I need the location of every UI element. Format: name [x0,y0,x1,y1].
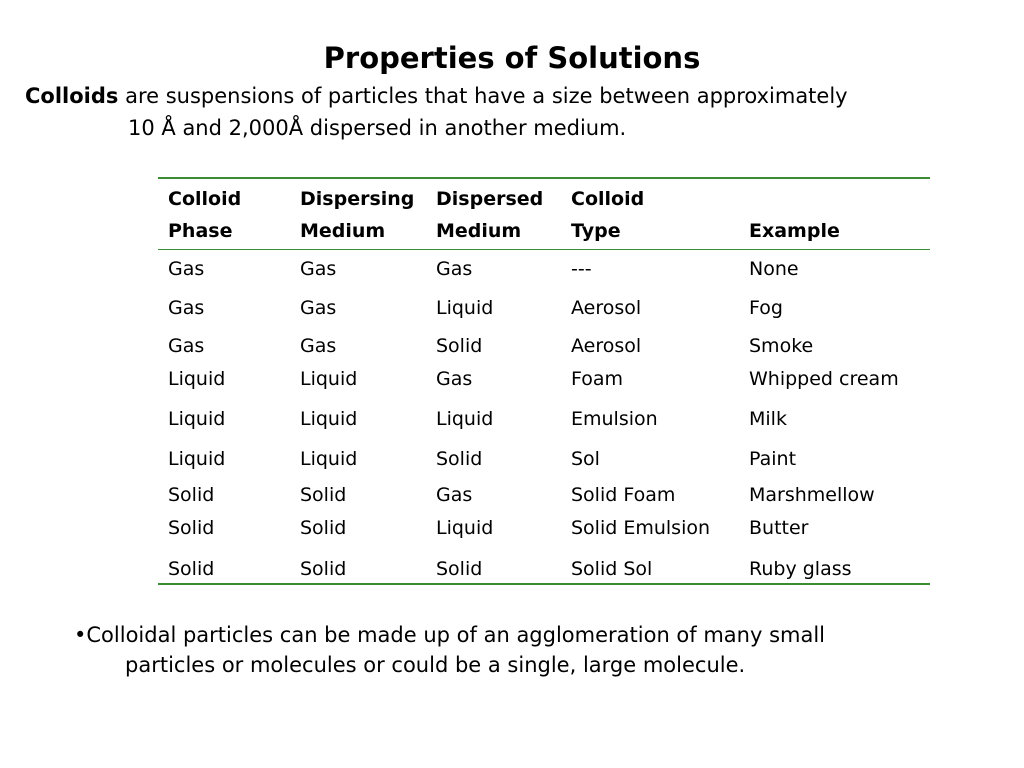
cell-dispersing-medium: Gas [300,258,337,280]
header-cell-line2: Example [749,220,840,242]
bullet-line1-text: Colloidal particles can be made up of an agglomeration of many small [86,623,826,647]
cell-example: Paint [749,448,797,470]
cell-colloid-phase: Gas [168,335,205,357]
cell-example: Butter [749,517,809,539]
cell-dispersed-medium: Liquid [436,408,494,430]
header-cell-line1 [749,183,840,215]
header-cell-line1: Dispersing [300,188,415,210]
cell-colloid-type: Aerosol [571,335,642,357]
cell-dispersing-medium: Liquid [300,408,358,430]
cell-example: Milk [749,408,787,430]
cell-dispersed-medium: Gas [436,258,473,280]
header-cell-line2: Phase [168,220,233,242]
cell-dispersed-medium: Liquid [436,297,494,319]
cell-colloid-type: Solid Emulsion [571,517,711,539]
cell-dispersed-medium: Solid [436,448,483,470]
cell-dispersed-medium: Solid [436,335,483,357]
table-row [158,297,930,327]
cell-dispersing-medium: Solid [300,558,347,580]
header-cell-line1: Colloid [168,188,242,210]
intro-paragraph [25,80,955,144]
table-row [158,335,930,365]
cell-colloid-type: Aerosol [571,297,642,319]
table-body [158,250,930,583]
cell-colloid-phase: Liquid [168,368,226,390]
cell-dispersed-medium: Liquid [436,517,494,539]
cell-colloid-phase: Gas [168,258,205,280]
cell-example: Ruby glass [749,558,852,580]
bullet-note [74,620,954,680]
header-cell-line1: Colloid [571,188,645,210]
header-dispersed-medium [436,183,543,247]
cell-dispersed-medium: Gas [436,484,473,506]
bullet-line2-text: particles or molecules or could be a single, large molecule. [125,653,746,677]
cell-dispersing-medium: Gas [300,297,337,319]
header-cell-line2: Medium [300,220,386,242]
colloid-table [158,177,930,585]
cell-colloid-type: Emulsion [571,408,658,430]
cell-colloid-phase: Solid [168,517,215,539]
cell-example: Fog [749,297,783,319]
bullet-marker: • [74,623,87,647]
intro-line2-text: 10 Å and 2,000Å dispersed in another medium. [128,116,627,140]
cell-colloid-type: Solid Foam [571,484,676,506]
cell-colloid-type: Solid Sol [571,558,653,580]
table-row [158,517,930,547]
table-row [158,408,930,438]
cell-colloid-type: Foam [571,368,624,390]
intro-line1-text: are suspensions of particles that have a size between approximately [118,84,848,108]
cell-dispersed-medium: Gas [436,368,473,390]
intro-term: Colloids [25,84,119,108]
cell-colloid-phase: Liquid [168,408,226,430]
header-cell-line2: Medium [436,220,522,242]
cell-dispersing-medium: Liquid [300,448,358,470]
cell-dispersed-medium: Solid [436,558,483,580]
header-dispersing-medium [300,183,414,247]
table-row [158,558,930,588]
table-row [158,484,930,514]
table-row [158,448,930,478]
cell-example: None [749,258,799,280]
table-row [158,258,930,288]
table-row [158,368,930,398]
page-title: Properties of Solutions [323,41,701,75]
cell-example: Marshmellow [749,484,875,506]
cell-example: Smoke [749,335,814,357]
table-header-row [158,179,930,249]
header-colloid-phase [168,183,241,247]
header-cell-line2: Type [571,220,621,242]
cell-dispersing-medium: Solid [300,517,347,539]
cell-dispersing-medium: Gas [300,335,337,357]
header-example [749,183,840,247]
cell-dispersing-medium: Liquid [300,368,358,390]
header-colloid-type [571,183,644,247]
cell-dispersing-medium: Solid [300,484,347,506]
cell-example: Whipped cream [749,368,899,390]
cell-colloid-phase: Gas [168,297,205,319]
header-cell-line1: Dispersed [436,188,544,210]
cell-colloid-phase: Solid [168,558,215,580]
cell-colloid-type: --- [571,258,592,280]
cell-colloid-type: Sol [571,448,600,470]
cell-colloid-phase: Solid [168,484,215,506]
cell-colloid-phase: Liquid [168,448,226,470]
